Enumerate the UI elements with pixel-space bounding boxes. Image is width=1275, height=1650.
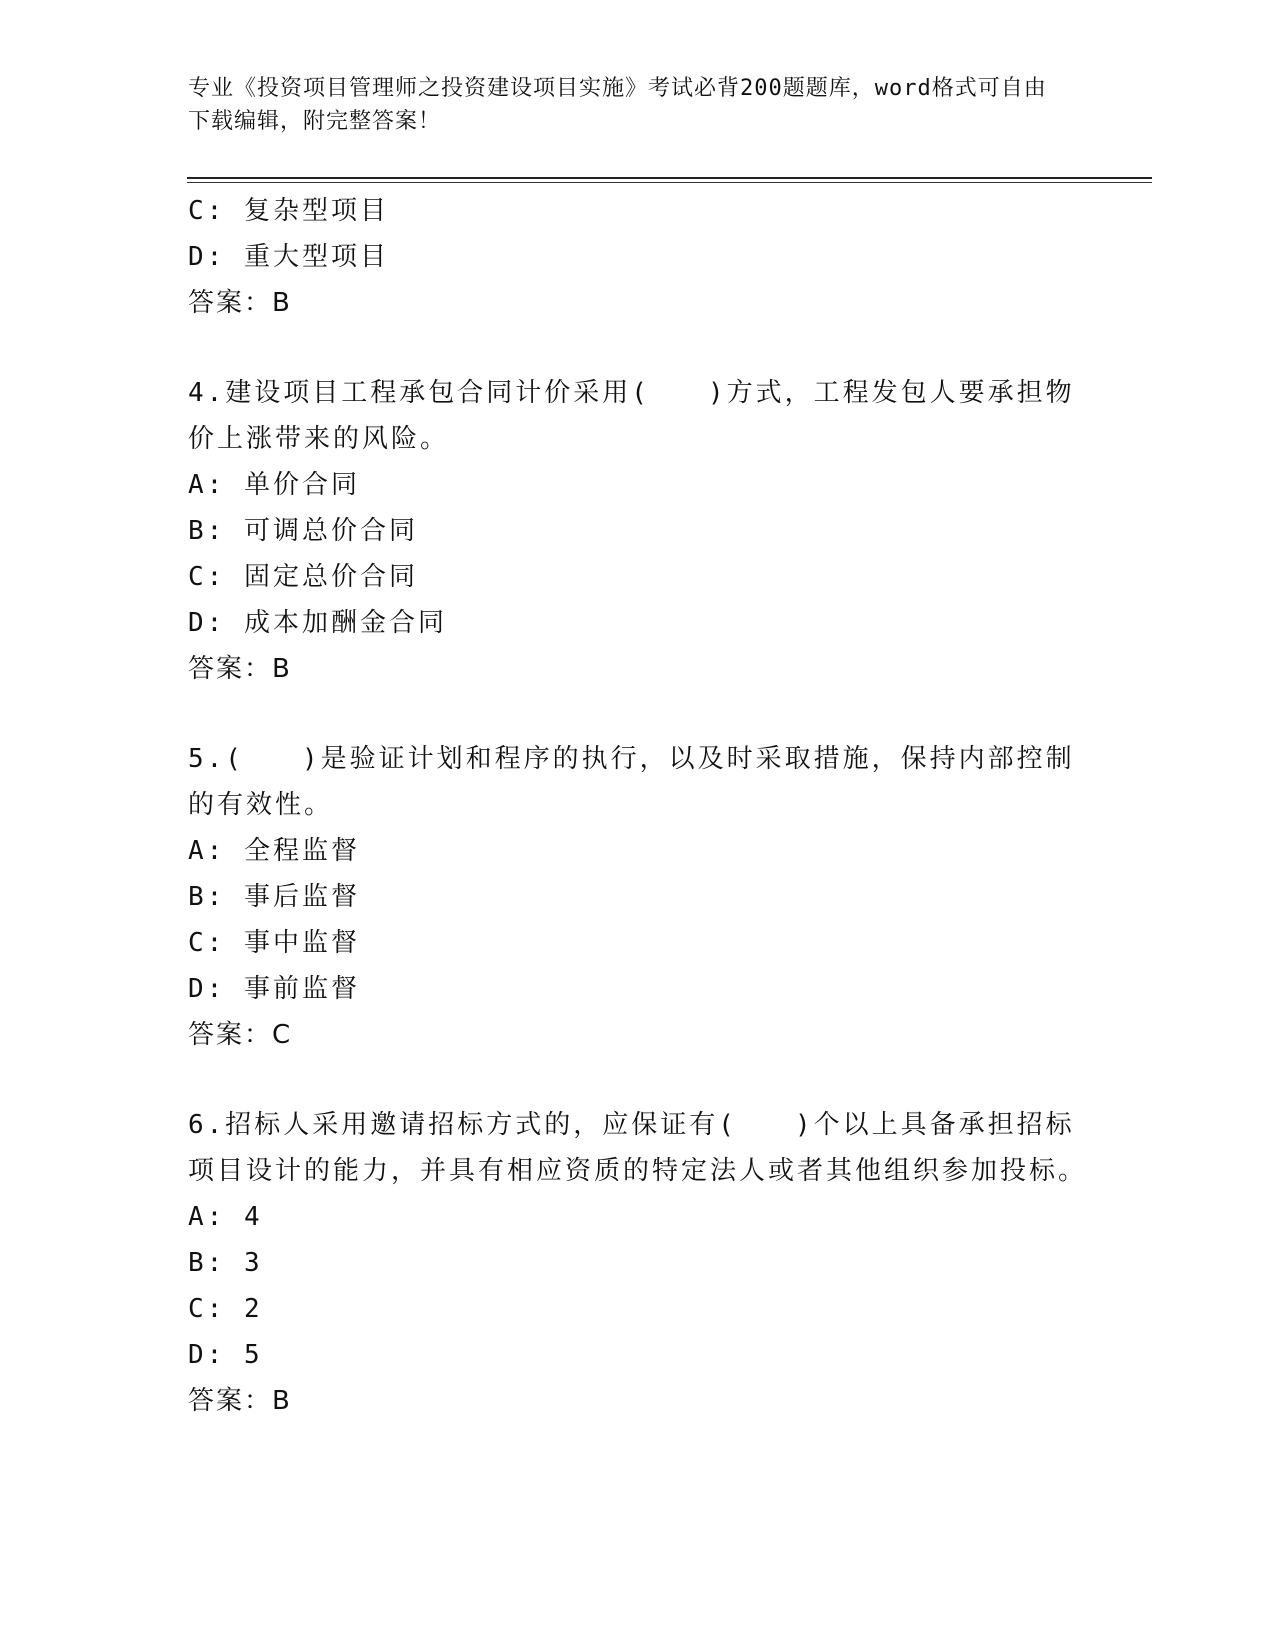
option-letter: A: xyxy=(188,836,226,866)
header-rule-thin xyxy=(187,182,1152,183)
option-item xyxy=(188,1194,1088,1240)
question-stem: 6.招标人采用邀请招标方式的，应保证有( )个以上具备承担招标项目设计的能力，并具有相应资质的特定法人或者其他组织参加投标。 xyxy=(188,1110,1088,1186)
option-text: 固定总价合同 xyxy=(243,562,418,592)
question-list xyxy=(188,188,1088,1424)
option-item xyxy=(188,234,1088,280)
option-item xyxy=(188,1332,1088,1378)
option-item xyxy=(188,508,1088,554)
option-letter: C: xyxy=(188,1294,226,1324)
answer-line: 答案：B xyxy=(188,288,292,318)
question-3-continued xyxy=(188,188,1088,326)
option-letter: B: xyxy=(188,1248,226,1278)
question-5 xyxy=(188,736,1088,1058)
option-text: 单价合同 xyxy=(243,470,360,500)
answer-line: 答案：B xyxy=(188,654,292,684)
option-letter: B: xyxy=(188,882,226,912)
question-4 xyxy=(188,370,1088,692)
document-title: 专业《投资项目管理师之投资建设项目实施》考试必背200题题库，word格式可自由下载编辑，附完整答案！ xyxy=(188,76,1047,134)
answer-line: 答案：B xyxy=(188,1386,292,1416)
option-item xyxy=(188,828,1088,874)
option-item xyxy=(188,920,1088,966)
option-text: 5 xyxy=(243,1340,263,1370)
option-text: 事中监督 xyxy=(243,928,360,958)
option-item xyxy=(188,1240,1088,1286)
answer-line: 答案：C xyxy=(188,1020,293,1050)
option-text: 可调总价合同 xyxy=(243,516,418,546)
option-item xyxy=(188,600,1088,646)
question-stem: 5.( )是验证计划和程序的执行，以及时采取措施，保持内部控制的有效性。 xyxy=(188,744,1075,820)
option-item xyxy=(188,874,1088,920)
option-letter: D: xyxy=(188,608,226,638)
option-text: 成本加酬金合同 xyxy=(243,608,447,638)
option-item xyxy=(188,462,1088,508)
option-item xyxy=(188,554,1088,600)
option-text: 事前监督 xyxy=(243,974,360,1004)
option-text: 重大型项目 xyxy=(243,242,389,272)
option-letter: C: xyxy=(188,196,226,226)
header-rule-thick xyxy=(187,177,1152,179)
option-text: 复杂型项目 xyxy=(243,196,389,226)
option-letter: D: xyxy=(188,974,226,1004)
option-letter: C: xyxy=(188,562,226,592)
option-text: 3 xyxy=(243,1248,263,1278)
option-text: 全程监督 xyxy=(243,836,360,866)
document-header xyxy=(188,72,1068,138)
option-item xyxy=(188,966,1088,1012)
option-letter: A: xyxy=(188,470,226,500)
option-letter: C: xyxy=(188,928,226,958)
option-text: 事后监督 xyxy=(243,882,360,912)
option-letter: B: xyxy=(188,516,226,546)
option-letter: A: xyxy=(188,1202,226,1232)
question-6 xyxy=(188,1102,1088,1424)
option-letter: D: xyxy=(188,242,226,272)
question-stem: 4.建设项目工程承包合同计价采用( )方式，工程发包人要承担物价上涨带来的风险。 xyxy=(188,378,1075,454)
option-letter: D: xyxy=(188,1340,226,1370)
option-item xyxy=(188,188,1088,234)
option-text: 2 xyxy=(243,1294,263,1324)
option-item xyxy=(188,1286,1088,1332)
option-text: 4 xyxy=(243,1202,263,1232)
